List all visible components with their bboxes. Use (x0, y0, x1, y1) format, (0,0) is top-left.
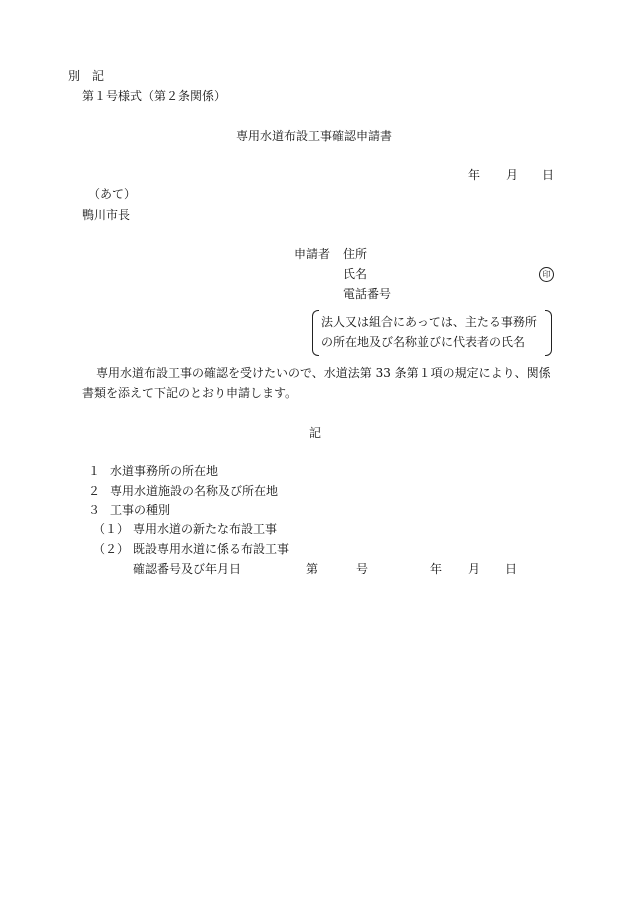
item-1-number: １ (88, 464, 101, 478)
ki-heading: 記 (309, 426, 322, 440)
date-day-label: 日 (542, 168, 555, 182)
note-line-1: 法人又は組合にあっては、主たる事務所 (321, 315, 537, 329)
note-line-2: の所在地及び名称並びに代表者の氏名 (321, 335, 526, 349)
form-number: 第１号様式（第２条関係） (82, 89, 227, 103)
item-1-text: 水道事務所の所在地 (110, 464, 219, 478)
document-title: 専用水道布設工事確認申請書 (236, 129, 393, 143)
confirmation-label: 確認番号及び年月日 (133, 562, 242, 576)
name-label: 氏名 (343, 267, 368, 281)
bekki-label: 別 記 (68, 69, 105, 83)
confirmation-go: 号 (356, 562, 369, 576)
item-3-number: ３ (88, 503, 101, 517)
addressee-ate: （あて） (88, 187, 137, 201)
confirmation-year: 年 (430, 562, 443, 576)
item-2-number: ２ (88, 484, 101, 498)
subitem-1-number: （１） (93, 522, 130, 536)
note-bracket-right (545, 310, 552, 356)
seal-mark: 印 (539, 267, 554, 282)
subitem-2-text: 既設専用水道に係る布設工事 (133, 542, 290, 556)
confirmation-month: 月 (468, 562, 481, 576)
subitem-1-text: 専用水道の新たな布設工事 (133, 522, 278, 536)
date-month-label: 月 (506, 168, 519, 182)
confirmation-day: 日 (505, 562, 518, 576)
body-line-2: 書類を添えて下記のとおり申請します。 (82, 386, 298, 400)
applicant-label: 申請者 (294, 247, 331, 261)
item-3-text: 工事の種別 (110, 503, 171, 517)
confirmation-dai: 第 (306, 562, 319, 576)
item-2-text: 専用水道施設の名称及び所在地 (110, 484, 279, 498)
phone-label: 電話番号 (343, 287, 392, 301)
date-year-label: 年 (468, 168, 481, 182)
note-bracket-left (312, 310, 319, 356)
address-label: 住所 (343, 247, 368, 261)
addressee-name: 鴨川市長 (82, 208, 131, 222)
subitem-2-number: （２） (93, 542, 130, 556)
body-line-1: 専用水道布設工事の確認を受けたいので、水道法第 33 条第１項の規定により、関係 (96, 366, 551, 380)
